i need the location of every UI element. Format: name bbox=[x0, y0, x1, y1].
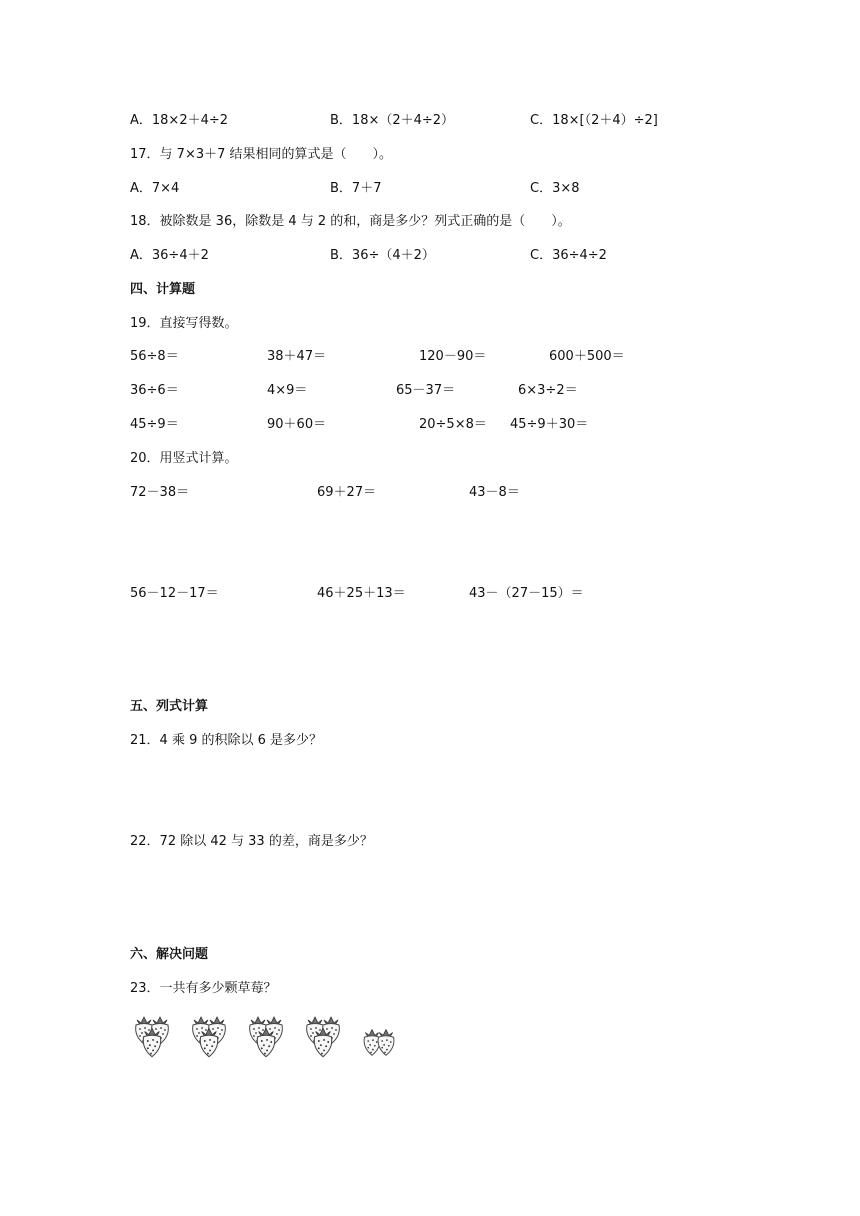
strawberry-icon bbox=[143, 1028, 161, 1056]
strawberry-icon bbox=[257, 1028, 275, 1056]
section-5-title: 五、列式计算 bbox=[130, 699, 209, 714]
q21-row bbox=[0, 731, 860, 751]
q19-item: 45÷9＝ bbox=[130, 417, 179, 432]
q20-stem: 20．用竖式计算。 bbox=[130, 451, 238, 466]
q19-row-1 bbox=[0, 347, 860, 367]
q16-option-a: A．18×2＋4÷2 bbox=[130, 113, 229, 128]
section-6-title: 六、解决问题 bbox=[130, 947, 209, 962]
q20-row-1 bbox=[0, 483, 860, 503]
q20-item: 56－12－17＝ bbox=[130, 586, 219, 601]
q17-stem: 17．与 7×3＋7 结果相同的算式是（ ）。 bbox=[130, 147, 393, 162]
q23-stem: 23．一共有多少颗草莓？ bbox=[130, 981, 277, 996]
q19-item: 90＋60＝ bbox=[267, 417, 327, 432]
q19-item: 600＋500＝ bbox=[549, 349, 625, 364]
q20-row-2 bbox=[0, 584, 860, 604]
q18-stem: 18．被除数是 36，除数是 4 与 2 的和，商是多少？列式正确的是（ ）。 bbox=[130, 214, 571, 229]
q20-item: 72－38＝ bbox=[130, 485, 190, 500]
strawberry-group bbox=[307, 1017, 340, 1057]
q18-stem-row bbox=[0, 212, 860, 232]
q20-item: 43－8＝ bbox=[469, 485, 520, 500]
q19-item: 20÷5×8＝ bbox=[419, 417, 487, 432]
strawberry-group bbox=[364, 1030, 394, 1056]
section-6-row bbox=[0, 945, 860, 965]
q19-row-2 bbox=[0, 381, 860, 401]
strawberry-icon bbox=[314, 1028, 332, 1056]
q19-item: 6×3÷2＝ bbox=[518, 383, 578, 398]
q22-row bbox=[0, 832, 860, 852]
q18-options bbox=[0, 246, 860, 266]
q17-option-c: C．3×8 bbox=[530, 181, 580, 196]
q17-options bbox=[0, 179, 860, 199]
q20-item: 43－（27－15）＝ bbox=[469, 586, 584, 601]
q19-row-3 bbox=[0, 415, 860, 435]
q17-stem-row bbox=[0, 145, 860, 165]
q22-stem: 22．72 除以 42 与 33 的差，商是多少？ bbox=[130, 834, 373, 849]
q19-item: 4×9＝ bbox=[267, 383, 308, 398]
q19-stem-row bbox=[0, 314, 860, 334]
q19-item: 45÷9＋30＝ bbox=[510, 417, 589, 432]
q19-item: 38＋47＝ bbox=[267, 349, 327, 364]
q20-item: 46＋25＋13＝ bbox=[317, 586, 406, 601]
strawberry-group bbox=[250, 1017, 283, 1057]
strawberry-icon bbox=[378, 1030, 394, 1056]
q23-row bbox=[0, 979, 860, 999]
strawberry-icon bbox=[364, 1030, 380, 1056]
q18-option-b: B．36÷（4＋2） bbox=[330, 248, 435, 263]
strawberry-icon bbox=[200, 1028, 218, 1056]
q17-option-a: A．7×4 bbox=[130, 181, 180, 196]
section-4-title: 四、计算题 bbox=[130, 282, 196, 297]
q19-item: 65－37＝ bbox=[396, 383, 456, 398]
q18-option-c: C．36÷4÷2 bbox=[530, 248, 607, 263]
section-5-row bbox=[0, 697, 860, 717]
strawberry-group bbox=[136, 1017, 169, 1057]
section-4-row bbox=[0, 280, 860, 300]
q17-option-b: B．7＋7 bbox=[330, 181, 382, 196]
q18-option-a: A．36÷4＋2 bbox=[130, 248, 209, 263]
q19-item: 120－90＝ bbox=[419, 349, 487, 364]
q20-stem-row bbox=[0, 449, 860, 469]
strawberry-groups bbox=[130, 1014, 410, 1066]
q19-item: 56÷8＝ bbox=[130, 349, 179, 364]
q21-stem: 21．4 乘 9 的积除以 6 是多少？ bbox=[130, 733, 323, 748]
q19-item: 36÷6＝ bbox=[130, 383, 179, 398]
q20-item: 69＋27＝ bbox=[317, 485, 377, 500]
q16-options bbox=[0, 111, 860, 131]
q16-option-c: C．18×[（2＋4）÷2] bbox=[530, 113, 658, 128]
q16-option-b: B．18×（2＋4÷2） bbox=[330, 113, 455, 128]
strawberry-group bbox=[193, 1017, 226, 1057]
q19-stem: 19．直接写得数。 bbox=[130, 316, 238, 331]
